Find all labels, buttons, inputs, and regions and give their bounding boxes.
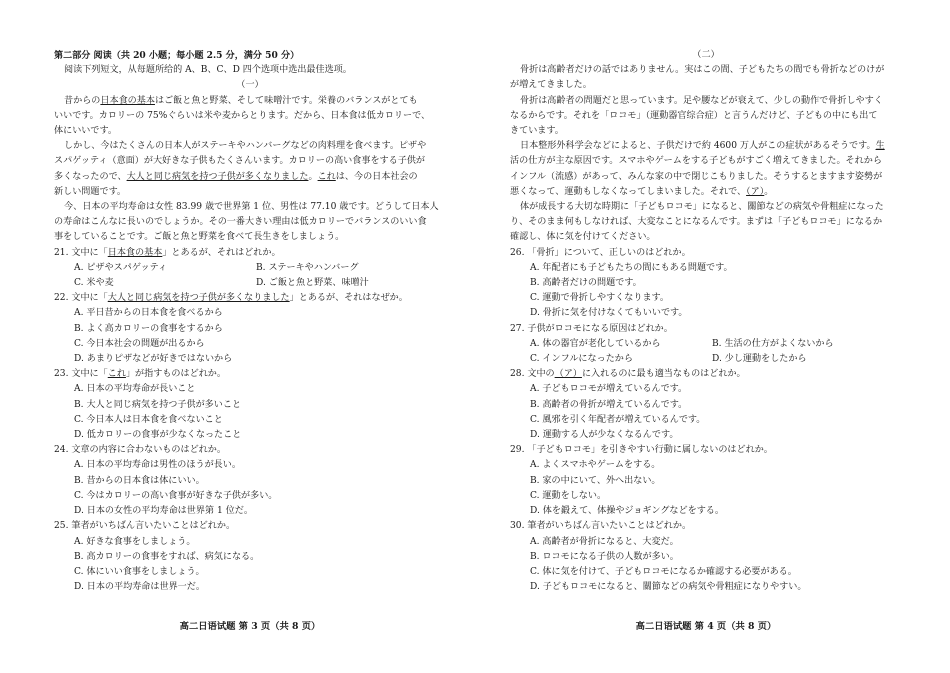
passage-line: 新しい問題です。 bbox=[54, 186, 127, 197]
option: B. 生活の仕方がよくないから bbox=[712, 338, 834, 349]
passage-line: 悪くなって、運動もしなくなってしまいました。それで、（ア）。 bbox=[510, 186, 774, 197]
option: C. 運動をしない。 bbox=[530, 490, 607, 501]
passage-number: （二） bbox=[692, 50, 720, 60]
option: D. 日本の平均寿命は世界一だ。 bbox=[74, 582, 205, 593]
option-row bbox=[54, 276, 446, 291]
option: C. 米や麦 bbox=[74, 278, 114, 289]
instructions: 阅读下列短文，从每题所给的 A、B、C、D 四个选项中选出最佳选项。 bbox=[64, 65, 352, 76]
option: C. 体に気を付けて、子どもロコモになるか確認する必要がある。 bbox=[530, 566, 797, 577]
option: A. 好きな食事をしましょう。 bbox=[74, 536, 196, 547]
question-stem: 22. 文中に「大人と同じ病気を持つ子供が多くなりました」とあるが、それはなぜか。 bbox=[54, 293, 408, 304]
passage-line: 事をしていることです。ご飯と魚と野菜を食べて長生きをしましょう。 bbox=[54, 232, 345, 243]
option: B. 高カロリーの食事をすれば、病気になる。 bbox=[74, 551, 260, 562]
option: A. 日本の平均寿命が長いこと bbox=[74, 384, 196, 395]
question-stem: 25. 筆者がいちばん言いたいことはどれか。 bbox=[54, 521, 236, 532]
option: A. 体の器官が老化しているから bbox=[530, 338, 661, 349]
passage-line: 昔からの日本食の基本はご飯と魚と野菜、そして味噌汁です。栄養のバランスがとても bbox=[64, 95, 418, 106]
question-stem: 24. 文章の内容に合わないものはどれか。 bbox=[54, 445, 226, 456]
passage-line: り、そのまま何もしなければ、大変なことになるんです。まずは「子どもロコモ」になるか bbox=[510, 217, 883, 228]
option: C. インフルになったから bbox=[530, 354, 633, 365]
option: B. 家の中にいて、外へ出ない。 bbox=[530, 475, 661, 486]
option: A. 日本の平均寿命は男性のほうが長い。 bbox=[74, 460, 241, 471]
passage-line: 確認し、体に気を付けてください。 bbox=[510, 232, 656, 243]
option: D. 少し運動をしたから bbox=[712, 354, 807, 365]
option: A. 子どもロコモが増えているんです。 bbox=[530, 384, 688, 395]
passage-line: 体が成長する大切な時期に「子どもロコモ」になると、關節などの病気や骨粗症になった bbox=[520, 202, 884, 213]
passage-line: なるからです。それを「ロコモ」（運動器官综合症）と言うんだけど、子どもの中にも出て bbox=[510, 110, 878, 121]
passage-line: 今、日本の平均寿命は女性 83.99 歳で世界第 1 位、男性は 77.10 歳です。どうして日本人 bbox=[64, 202, 439, 213]
option: D. あまりピザなどが好きではないから bbox=[74, 354, 233, 365]
option: D. 骨折に気を付けなくてもいいです。 bbox=[530, 308, 688, 319]
option: C. 今日本人は日本食を食べないこと bbox=[74, 414, 223, 425]
passage-line: 多くなったので、大人と同じ病気を持つ子供が多くなりました。これは、今の日本社会の bbox=[54, 171, 418, 182]
passage-line: インフル（流感）があって、みんな家の中で閉じこもりました。そうするとますます姿勢が bbox=[510, 171, 883, 182]
passage-number: （一） bbox=[236, 80, 264, 91]
passage-line: 骨折は高齢者だけの話ではありません。実はこの間、子どもたちの間でも骨折などのけが bbox=[520, 65, 885, 76]
passage-line: の寿命はこんなに長いのでしょうか。その一番大きい理由は低カロリーでバランスのいい食 bbox=[54, 217, 427, 228]
passage-line: しかし、今はたくさんの日本人がステーキやハンバーグなどの肉料理を食べます。ピザや bbox=[64, 141, 427, 152]
option: D. 低カロリーの食事が少なくなったこと bbox=[74, 430, 242, 441]
option: C. 体にいい食事をしましょう。 bbox=[74, 566, 205, 577]
option-row bbox=[54, 261, 446, 276]
option: B. 昔からの日本食は体にいい。 bbox=[74, 475, 205, 486]
passage-line: が増えてきました。 bbox=[510, 80, 592, 91]
question-stem: 29. 「子どもロコモ」を引きやすい行動に属しないのはどれか。 bbox=[510, 445, 773, 456]
option: D. ご飯と魚と野菜、味噌汁 bbox=[256, 278, 369, 289]
passage-line: 骨折は高齢者の問題だと思っています。足や腰などが衰えて、少しの動作で骨折しやすく bbox=[520, 95, 883, 106]
option-row bbox=[510, 337, 902, 352]
page-footer: 高二日语试题 第 4 页（共 8 页） bbox=[635, 621, 777, 632]
option: B. 高齢者だけの問題です。 bbox=[530, 278, 642, 289]
section-header: 第二部分 阅读（共 20 小题；每小题 2.5 分，满分 50 分） bbox=[54, 50, 300, 61]
option: A. よくスマホやゲームをする。 bbox=[530, 460, 661, 471]
option: A. 高齢者が骨折になると、大変だ。 bbox=[530, 536, 679, 547]
option: C. 今日本社会の問題が出るから bbox=[74, 338, 205, 349]
option: D. 子どもロコモになると、關節などの病気や骨粗症になりやすい。 bbox=[530, 582, 807, 593]
question-stem: 26. 「骨折」について、正しいのはどれか。 bbox=[510, 247, 691, 258]
option: D. 体を鍛えて、体操やジョギングなどをする。 bbox=[530, 506, 724, 517]
passage-line: 日本整形外科学会などによると、子供だけで約 4600 万人がこの症状があるそうです。生 bbox=[520, 141, 885, 152]
option: A. 年配者にも子どもたちの間にもある問題です。 bbox=[530, 262, 733, 273]
option: B. よく高カロリーの食事をするから bbox=[74, 323, 223, 334]
passage-line: いいです。カロリーの 75%ぐらいは米や麦からとります。だから、日本食は低カロリーで、 bbox=[54, 110, 431, 121]
option: C. 運動で骨折しやすくなります。 bbox=[530, 293, 669, 304]
passage-line: きています。 bbox=[510, 126, 564, 137]
option: B. 大人と同じ病気を持つ子供が多いこと bbox=[74, 399, 242, 410]
page-4 bbox=[510, 48, 902, 595]
option: A. 平日昔からの日本食を食べるから bbox=[74, 308, 223, 319]
option: A. ピザやスパゲッティ bbox=[74, 262, 168, 273]
question-stem: 28. 文中の（ア）に入れるのに最も適当なものはどれか。 bbox=[510, 369, 746, 380]
question-stem: 23. 文中に「これ」が指すものはどれか。 bbox=[54, 369, 226, 380]
option: C. 風邪を引く年配者が増えているんです。 bbox=[530, 414, 706, 425]
option: B. 高齢者の骨折が増えているんです。 bbox=[530, 399, 688, 410]
passage-line: スパゲッティ（意面）が大好きな子供もたくさんいます。カロリーの高い食事をする子供が bbox=[54, 156, 426, 167]
option: C. 今はカロリーの高い食事が好きな子供が多い。 bbox=[74, 490, 278, 501]
question-stem: 27. 子供がロコモになる原因はどれか。 bbox=[510, 323, 673, 334]
passage-line: 活の仕方が主な原因です。スマホやゲームをする子どもがすごく増えてきました。それから bbox=[510, 156, 882, 167]
option: D. 運動する人が少なくなるんです。 bbox=[530, 430, 679, 441]
option-row bbox=[510, 352, 902, 367]
option: B. ステーキやハンバーグ bbox=[256, 262, 359, 273]
question-stem: 21. 文中に「日本食の基本」とあるが、それはどれか。 bbox=[54, 247, 281, 258]
page-footer: 高二日语试题 第 3 页（共 8 页） bbox=[179, 621, 321, 632]
page-3 bbox=[54, 48, 446, 595]
option: B. ロコモになる子供の人数が多い。 bbox=[530, 551, 679, 562]
passage-line: 体にいいです。 bbox=[54, 126, 117, 137]
question-stem: 30. 筆者がいちばん言いたいことはどれか。 bbox=[510, 521, 692, 532]
option: D. 日本の女性の平均寿命は世界第 1 位だ。 bbox=[74, 506, 253, 517]
